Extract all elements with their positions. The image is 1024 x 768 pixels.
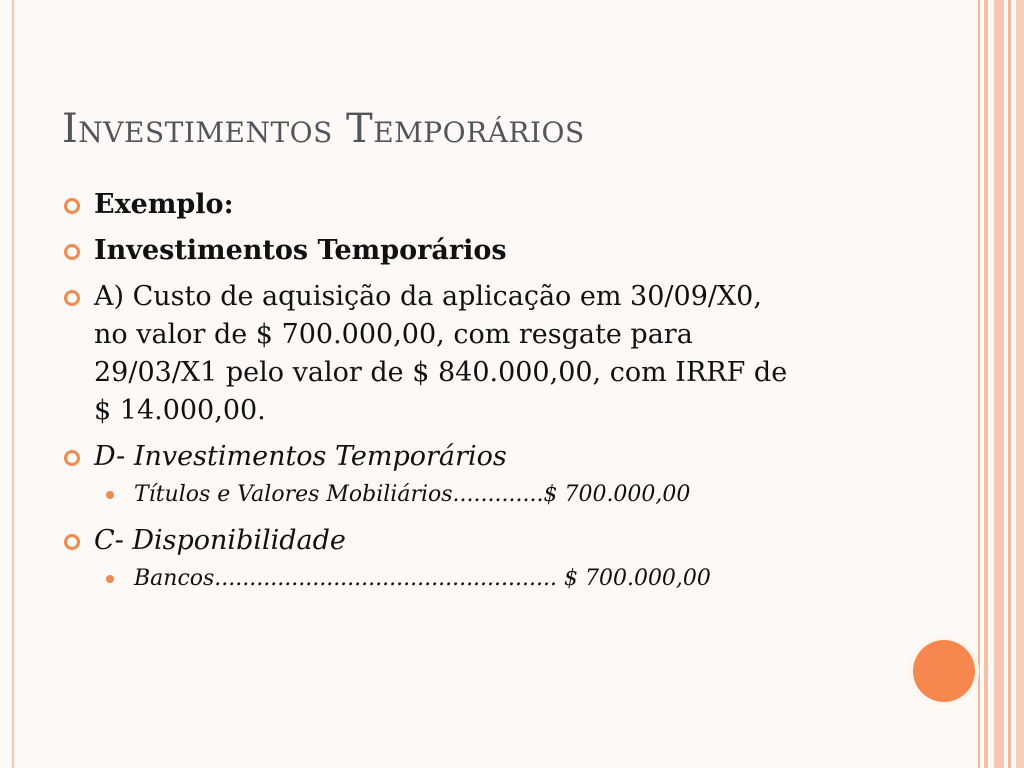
circle-bullet-icon	[64, 198, 80, 214]
decorative-orb	[913, 640, 975, 702]
stripe	[1008, 0, 1011, 768]
left-decorative-line	[12, 0, 14, 768]
sub-bullet-bancos	[62, 564, 882, 594]
bullet-item-debito	[62, 438, 882, 476]
circle-bullet-icon	[64, 450, 80, 466]
sub-bullet-text: Títulos e Valores Mobiliários.............$ 700.000,00	[134, 482, 691, 507]
paragraph-line: A) Custo de aquisição da aplicação em 30/09/X0,	[94, 281, 762, 312]
stripe	[1016, 0, 1024, 768]
bullet-text: C- Disponibilidade	[94, 525, 346, 556]
bullet-item-investimentos	[62, 232, 882, 270]
paragraph-line: $ 14.000,00.	[94, 395, 266, 426]
sub-bullet-text: Bancos................................................. $ 700.000,00	[134, 566, 711, 591]
bullet-text: Investimentos Temporários	[94, 235, 507, 266]
stripe	[994, 0, 1004, 768]
sub-bullet-titulos	[62, 480, 882, 510]
circle-bullet-icon	[64, 244, 80, 260]
circle-bullet-icon	[64, 534, 80, 550]
bullet-list	[62, 186, 882, 606]
slide-title: Investimentos Temporários	[62, 106, 585, 152]
right-decorative-stripes	[978, 0, 1024, 768]
stripe	[984, 0, 988, 768]
bullet-item-exemplo	[62, 186, 882, 224]
stripe	[978, 0, 980, 768]
circle-bullet-icon	[64, 290, 80, 306]
bullet-text: Exemplo:	[94, 189, 234, 220]
bullet-text: D- Investimentos Temporários	[94, 441, 507, 472]
paragraph-line: 29/03/X1 pelo valor de $ 840.000,00, com IRRF de	[94, 357, 788, 388]
dot-bullet-icon	[106, 491, 114, 499]
bullet-item-custo	[62, 278, 882, 430]
dot-bullet-icon	[106, 575, 114, 583]
bullet-item-credito	[62, 522, 882, 560]
paragraph-line: no valor de $ 700.000,00, com resgate para	[94, 319, 693, 350]
